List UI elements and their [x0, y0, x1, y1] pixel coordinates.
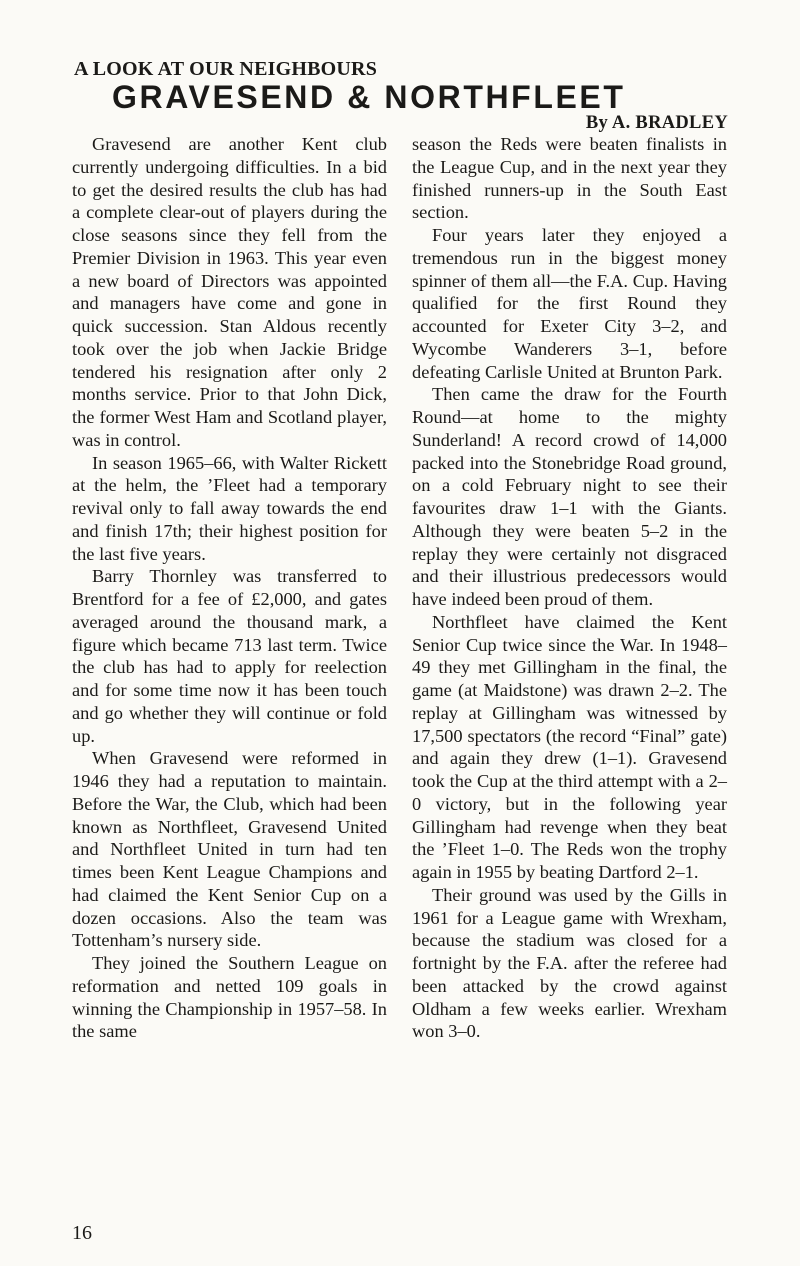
section-kicker: A LOOK AT OUR NEIGHBOURS: [74, 58, 378, 80]
paragraph: In season 1965–66, with Walter Rickett at the helm, the ’Fleet had a temporary revival only to fall away towards the end and finish 17th; their highest position for the last five years.: [72, 452, 387, 564]
paragraph: Northfleet have claimed the Kent Senior Cup twice since the War. In 1948–49 they met Gillingham in the final, the game (at Maidstone) was drawn 2–2. The replay at Gillingham was witnessed by 17,500 spectators (the record “Final” gate) and again they drew (1–1). Gravesend took the Cup at the third attempt with a 2–0 victory, but in the following year Gillingham had revenge when they beat the ’Fleet 1–0. The Reds won the trophy again in 1955 by beating Dartford 2–1.: [412, 611, 727, 882]
paragraph-continued: season the Reds were beaten finalists in the League Cup, and in the next year they finished runners-up in the South East section.: [412, 134, 727, 223]
paragraph: When Gravesend were reformed in 1946 they had a reputation to maintain. Before the War, the Club, which had been known as Northfleet, Gravesend United and Northfleet United in turn had ten times been Kent League Champions and had claimed the Kent Senior Cup on a dozen occasions. Also the team was Tottenham’s nursery side.: [72, 748, 387, 951]
paragraph: Then came the draw for the Fourth Round—at home to the mighty Sunderland! A record crowd of 14,000 packed into the Stonebridge Road ground, on a cold February night to see their favourites draw 1–1 with the Giants. Although they were beaten 5–2 in the replay they were certainly not disgraced and their illustrious predecessors would have indeed been proud of them.: [412, 384, 727, 609]
page-number: 16: [72, 1222, 92, 1244]
paragraph: Four years later they enjoyed a tremendous run in the biggest money spinner of them all—the F.A. Cup. Having qualified for the first Round they accounted for Exeter City 3–2, and Wycombe Wanderers 3–1, before defeating Carlisle United at Brunton Park.: [412, 225, 727, 382]
paragraph: Gravesend are another Kent club currently undergoing difficulties. In a bid to get the desired results the club has had a complete clear-out of players during the close seasons since they fell from the Premier Division in 1963. This year even a new board of Directors was appointed and managers have come and gone in quick succession. Stan Aldous recently took over the job when Jackie Bridge tendered his resignation after only 2 months service. Prior to that John Dick, the former West Ham and Scotland player, was in control.: [72, 134, 387, 450]
paragraph: Barry Thornley was transferred to Brentford for a fee of £2,000, and gates averaged around the thousand mark, a figure which became 713 last term. Twice the club has had to apply for reelection and for some time now it has been touch and go whether they will continue or fold up.: [72, 566, 387, 746]
article-column-left: [72, 133, 387, 1043]
article-title: GRAVESEND & NORTHFLEET: [112, 79, 626, 115]
article-column-right: [412, 133, 727, 1043]
author-byline: By A. BRADLEY: [585, 113, 728, 133]
paragraph: They joined the Southern League on reformation and netted 109 goals in winning the Championship in 1957–58. In the same: [72, 953, 387, 1042]
paragraph: Their ground was used by the Gills in 1961 for a League game with Wrexham, because the stadium was closed for a fortnight by the F.A. after the referee had been attacked by the crowd against Oldham a few weeks earlier. Wrexham won 3–0.: [412, 884, 727, 1042]
